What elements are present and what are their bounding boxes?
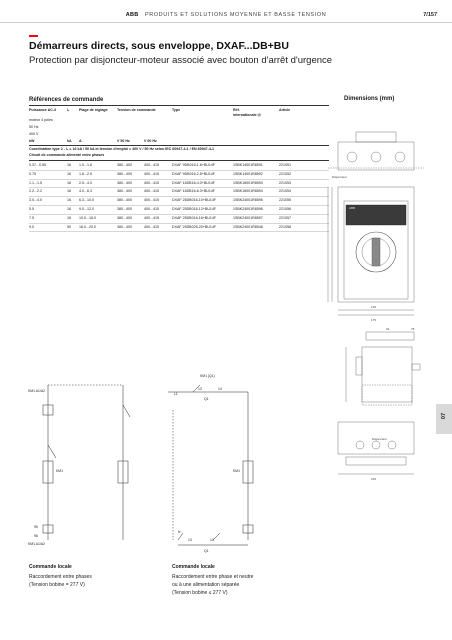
header-section: PRODUITS ET SOLUTIONS MOYENNE ET BASSE TENSION xyxy=(144,12,327,18)
cell-kw: 0.37...0.55 xyxy=(29,163,46,167)
th-type: Type xyxy=(172,108,181,112)
cell-a: 1.0...1.6 xyxy=(79,163,92,167)
label-km1-right: KM1 xyxy=(233,469,240,473)
unit-kw: kW xyxy=(29,139,35,143)
cell-art: 221058 xyxy=(279,224,291,229)
th-range: Plage de réglage xyxy=(79,108,108,112)
caption-right-line-3: (Tension bobine ≤ 277 V) xyxy=(172,590,228,596)
wiring-diagrams xyxy=(28,365,328,565)
label-km1-left: KM1 xyxy=(56,469,63,473)
table-row xyxy=(29,223,329,233)
caption-left-line-2: (Tension bobine = 277 V) xyxy=(29,582,85,588)
accent-bar xyxy=(29,35,38,37)
unit-a: A xyxy=(79,139,82,143)
cell-kw: 1.1...1.5 xyxy=(29,180,42,185)
brand-logo: ABB xyxy=(125,12,139,18)
cell-type: DXAF 16DB16-6.3+BU14F xyxy=(172,189,216,194)
cell-ka: 50 xyxy=(67,224,71,229)
unit-v60: V 60 Hz xyxy=(144,139,157,143)
dimension-drawings xyxy=(326,102,450,542)
label-n: N xyxy=(178,530,181,534)
dim-side-width: 62 xyxy=(386,327,390,331)
cell-a: 6.3...10.0 xyxy=(79,198,94,203)
section-title: Références de commande xyxy=(29,97,104,103)
cell-type: DXAF 9DB016-2.5+BU14F xyxy=(172,171,216,176)
label-96: 96 xyxy=(34,534,38,538)
th-hz: 50 Hz xyxy=(29,125,39,129)
cell-art: 221056 xyxy=(279,207,291,211)
cell-v60: 400...415 xyxy=(144,207,159,211)
cell-kw: 5.5 xyxy=(29,207,34,211)
table-header-rule xyxy=(29,145,329,146)
th-ref: Réf. xyxy=(233,108,240,112)
cell-ref: 1SBK16001R8594 xyxy=(233,189,263,194)
cell-art: 221055 xyxy=(279,198,291,203)
unit-ka: kA xyxy=(67,139,72,143)
cell-a: 1.6...2.5 xyxy=(79,171,92,176)
table-note-rule xyxy=(29,160,329,161)
th-voltage: Tension de commande xyxy=(117,108,156,112)
cell-v50: 380...400 xyxy=(117,207,132,211)
caption-left-line-1: Raccordement entre phases xyxy=(29,574,92,580)
cell-ref: 1SBK16001R8593 xyxy=(233,180,263,185)
cell-ref: 1SBK14001R8591 xyxy=(233,163,263,167)
caption-left-title: Commande locale xyxy=(29,564,72,570)
header-center xyxy=(0,12,452,18)
cell-v50: 380...400 xyxy=(117,215,132,220)
cell-art: 221053 xyxy=(279,180,291,185)
cell-v60: 400...415 xyxy=(144,171,159,176)
cell-ka: 16 xyxy=(67,207,71,211)
cell-ref: 1SBK24001R8596 xyxy=(233,207,263,211)
cell-v50: 380...400 xyxy=(117,163,132,167)
label-q1: Q1 xyxy=(204,397,209,401)
th-ref2: internationale @ xyxy=(233,113,262,117)
cell-v50: 380...400 xyxy=(117,224,132,229)
th-ie: Iₑ xyxy=(67,108,70,112)
cell-type: DXAF 25DB025-20+BU14F xyxy=(172,224,217,229)
caption-right-line-2: ou à une alimentation séparée xyxy=(172,582,240,588)
th-article: Article xyxy=(279,108,291,112)
cell-v50: 380...400 xyxy=(117,198,132,203)
cell-kw: 7.5 xyxy=(29,215,34,220)
page-subtitle: Protection par disjoncteur-moteur associé avec bouton d'arrêt d'urgence xyxy=(29,55,333,66)
dim-bottom: 155 xyxy=(371,477,377,481)
dim-front-inner: 135 xyxy=(371,305,377,309)
cell-v60: 400...415 xyxy=(144,198,159,203)
cell-v50: 380...400 xyxy=(117,171,132,176)
cell-art: 221054 xyxy=(279,189,291,194)
cell-type: DXAF 25DB016-10+BU14F xyxy=(172,198,217,203)
caption-right-line-1: Raccordement entre phase et neutre xyxy=(172,574,254,580)
caption-right xyxy=(172,564,322,597)
table-body xyxy=(29,161,329,233)
cell-ka: 16 xyxy=(67,180,71,185)
label-95: 95 xyxy=(34,525,38,529)
cell-ka: 16 xyxy=(67,163,71,167)
cell-v60: 400...415 xyxy=(144,189,159,194)
cell-ka: 16 xyxy=(67,189,71,194)
dim-side-depth: 78 xyxy=(411,327,415,331)
dim-front-outer: 175 xyxy=(371,318,377,322)
th-power: Puissance AC-3 xyxy=(29,108,57,112)
th-v: 400 V xyxy=(29,132,39,136)
label-13: 13 xyxy=(198,387,202,391)
front-abb-mark: ABB xyxy=(349,206,356,210)
cell-ref: 1SBK14001R8592 xyxy=(233,171,263,176)
cell-type: DXAF 9DB016-1.6+BU14F xyxy=(172,163,216,167)
label-14b: 14 xyxy=(210,538,214,542)
cell-kw: 9.0 xyxy=(29,224,34,229)
caption-right-title: Commande locale xyxy=(172,564,215,570)
cell-kw: 0.75 xyxy=(29,171,36,176)
table-top-rule xyxy=(29,105,329,106)
cell-a: 16.0...20.0 xyxy=(79,224,96,229)
table-note-2: Circuit de commande alimenté entre phases xyxy=(29,153,105,157)
dimensions-title: Dimensions (mm) xyxy=(344,96,395,102)
cell-ref: 1SBK24001R8548 xyxy=(233,224,263,229)
cell-v60: 400...415 xyxy=(144,163,159,167)
label-14: 14 xyxy=(218,387,222,391)
cell-ka: 16 xyxy=(67,171,71,176)
cell-v60: 400...415 xyxy=(144,215,159,220)
label-km1-top: KM1 A1/A2 xyxy=(28,389,45,393)
label-q1b: Q1 xyxy=(204,549,209,553)
cell-a: 4.0...6.3 xyxy=(79,189,92,194)
cell-type: DXAF 25DB016-12+BU14F xyxy=(172,207,217,211)
cell-art: 221057 xyxy=(279,215,291,220)
cell-v50: 380...400 xyxy=(117,180,132,185)
cell-v50: 380...400 xyxy=(117,189,132,194)
cell-a: 10.0...16.0 xyxy=(79,215,96,220)
table-note-1: Coordination type 2 - Iₒ = 16 kA / 50 kA et tension d'emploi = 400 V / 50 Hz selon IEC 60947-4-1 / EN 60947-4-1 xyxy=(29,147,215,151)
chapter-tab xyxy=(436,404,452,434)
unit-v50: V 50 Hz xyxy=(117,139,130,143)
label-km1-bottom: KM1 A1/A2 xyxy=(28,542,45,546)
cell-type: DXAF 16DB16-4.0+BU14F xyxy=(172,180,216,185)
top-view-caption: Disjoncteur xyxy=(332,175,348,179)
cell-a: 9.0...12.0 xyxy=(79,207,94,211)
th-motor: moteur 4 pôles xyxy=(29,118,53,122)
caption-left xyxy=(29,564,159,589)
cell-art: 221052 xyxy=(279,171,291,176)
cell-type: DXAF 25DB016-16+BU14F xyxy=(172,215,217,220)
label-km1-q1: KM1 (Q1) xyxy=(200,374,215,378)
cell-a: 2.5...4.0 xyxy=(79,180,92,185)
header-divider xyxy=(0,22,452,23)
cell-v60: 400...415 xyxy=(144,224,159,229)
cell-kw: 3.0...4.0 xyxy=(29,198,42,203)
cell-ka: 16 xyxy=(67,198,71,203)
cell-ref: 1SBK24001R8597 xyxy=(233,215,263,220)
cell-kw: 2.2...2.2 xyxy=(29,189,42,194)
page-header xyxy=(0,10,452,22)
cell-art: 221051 xyxy=(279,163,291,167)
bottom-view-label: Disjoncteur xyxy=(372,437,388,441)
label-l1: L1 xyxy=(174,392,178,396)
top-view-top-block xyxy=(356,132,396,142)
chapter-tab-label: 07 xyxy=(441,412,447,420)
cell-v60: 400...415 xyxy=(144,180,159,185)
page-title: Démarreurs directs, sous enveloppe, DXAF...DB+BU xyxy=(29,40,289,52)
cell-ref: 1SBK24001R8595 xyxy=(233,198,263,203)
cell-ka: 16 xyxy=(67,215,71,220)
page-number: 7/157 xyxy=(423,12,437,18)
label-13b: 13 xyxy=(188,538,192,542)
